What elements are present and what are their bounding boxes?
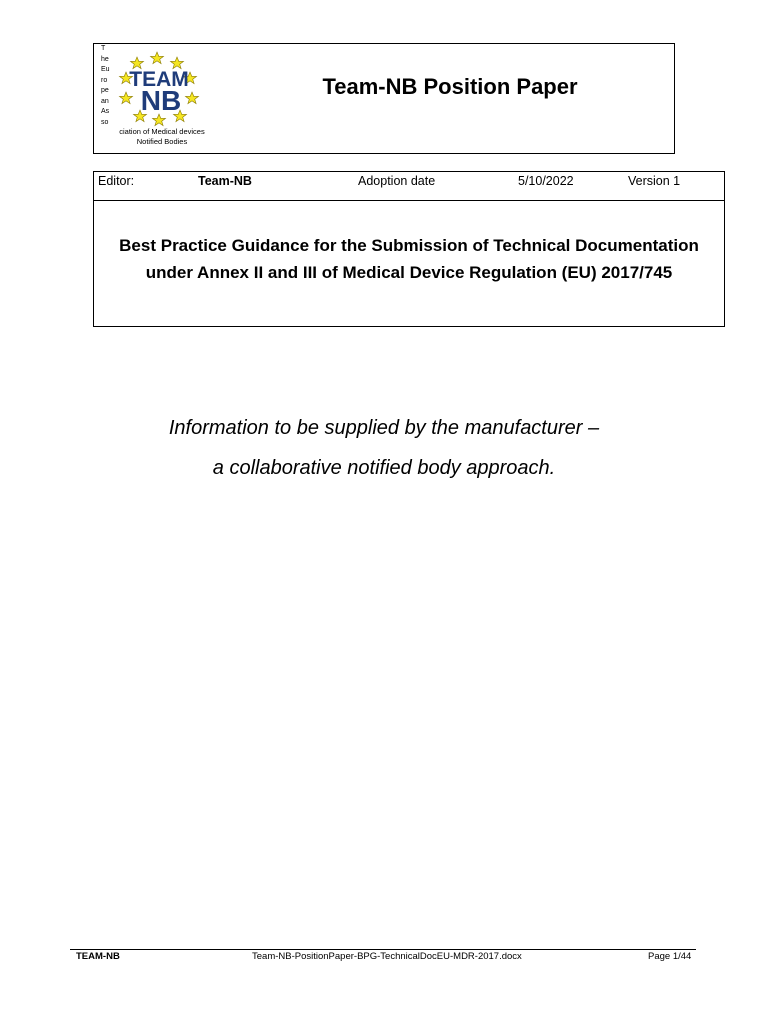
subtitle-line2: a collaborative notified body approach. [212, 457, 556, 479]
document-info-box [93, 171, 725, 327]
footer-left: TEAM-NB [76, 951, 120, 962]
logo-star-icon [186, 92, 199, 104]
logo-star-icon [131, 57, 144, 69]
logo-text-team: TEAM [129, 68, 189, 91]
header-box [93, 43, 675, 154]
footer-divider [70, 949, 696, 950]
version-label: Version 1 [628, 174, 681, 188]
logo-side-letter: ro [101, 76, 108, 84]
logo-side-letter: pe [101, 87, 109, 94]
logo-subtitle-line2: Notified Bodies [136, 137, 188, 146]
logo-subtitle [112, 127, 212, 147]
document-title [94, 232, 724, 286]
adoption-date-label: Adoption date [358, 174, 436, 188]
logo-side-letter: Eu [101, 66, 110, 73]
logo-star-icon [120, 92, 133, 104]
footer-filename: Team-NB-PositionPaper-BPG-TechnicalDocEU-MDR-2017.docx [252, 951, 522, 962]
adoption-date-value: 5/10/2022 [518, 174, 574, 188]
logo-side-letter: an [101, 97, 109, 105]
logo-side-text [101, 44, 111, 128]
logo-side-letter: T [101, 45, 106, 52]
footer-page-number: Page 1/44 [648, 951, 692, 962]
logo-side-letter: so [101, 118, 109, 126]
header-title: Team-NB Position Paper [322, 74, 578, 99]
document-title-line2: under Annex II and III of Medical Device Regulation (EU) 2017/745 [145, 263, 673, 282]
editor-value: Team-NB [198, 174, 252, 188]
logo-side-letter: As [101, 108, 110, 115]
logo-side-letter: he [101, 55, 109, 63]
logo-subtitle-line1: ciation of Medical devices [119, 127, 205, 136]
subtitle-line1: Information to be supplied by the manufacturer – [168, 417, 600, 439]
logo-star-icon [171, 57, 184, 69]
logo-star-icon [151, 52, 164, 64]
team-nb-logo [112, 48, 212, 130]
document-title-line1: Best Practice Guidance for the Submission of Technical Documentation [119, 236, 699, 255]
editor-label: Editor: [98, 174, 135, 188]
document-subtitle [0, 408, 768, 488]
meta-row [94, 172, 724, 201]
logo-text-nb: NB [140, 85, 182, 116]
